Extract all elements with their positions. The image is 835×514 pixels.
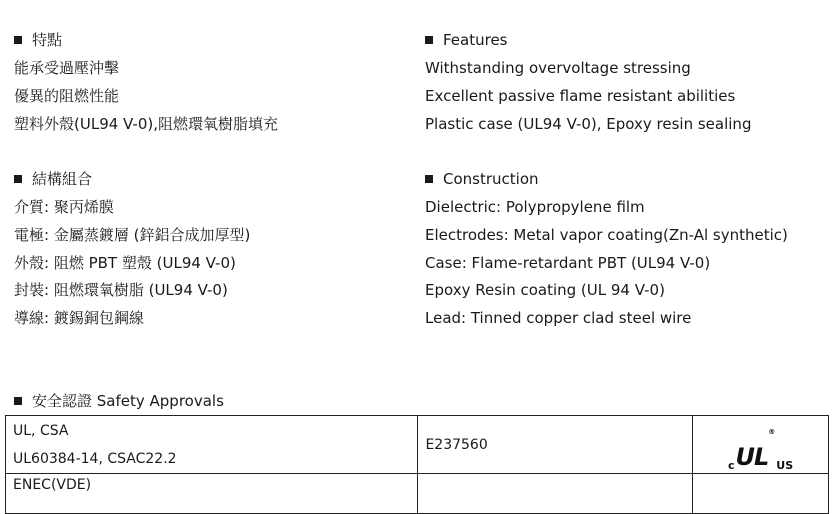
bullet-square-icon [425,175,433,183]
construction-en-item: Electrodes: Metal vapor coating(Zn-Al synthetic) [425,226,788,244]
bullet-square-icon [14,397,22,405]
construction-zh-item: 外殼: 阻燃 PBT 塑殼 (UL94 V-0) [14,254,236,272]
construction-zh-item: 電極: 金屬蒸鍍層 (鋅鋁合成加厚型) [14,226,251,244]
ul-logo-us: US [776,458,794,472]
features-zh-item: 塑料外殼(UL94 V-0),阻燃環氧樹脂填充 [14,115,279,133]
construction-zh-item: 導線: 鍍錫銅包鋼線 [14,309,144,327]
construction-zh-heading: 結構組合 [14,169,92,189]
logo-cell [693,416,829,474]
features-en-item: Plastic case (UL94 V-0), Epoxy resin sealing [425,115,752,133]
standard-name: ENEC(VDE) [13,477,92,493]
safety-approvals-table [5,415,829,514]
logo-cell [693,474,829,514]
file-number-cell [418,474,693,514]
ul-logo-registered: ® [768,427,776,436]
standard-name: UL, CSA [13,422,69,439]
construction-en-item: Dielectric: Polypropylene film [425,198,645,216]
features-zh-item: 優異的阻燃性能 [14,87,120,105]
safety-heading: 安全認證 Safety Approvals [14,391,224,411]
features-zh-item: 能承受過壓沖擊 [14,59,120,77]
ul-logo-c: c [727,458,735,472]
bullet-square-icon [425,36,433,44]
standard-spec: UL60384-14, CSAC22.2 [13,450,177,467]
construction-zh-item: 介質: 聚丙烯膜 [14,198,114,216]
construction-zh-item: 封裝: 阻燃環氧樹脂 (UL94 V-0) [14,281,228,299]
construction-en-heading: Construction [425,169,539,189]
table-row [6,416,829,474]
bullet-square-icon [14,36,22,44]
bullet-square-icon [14,175,22,183]
construction-en-item: Case: Flame-retardant PBT (UL94 V-0) [425,254,711,272]
features-en-heading: Features [425,30,508,50]
features-en-item: Withstanding overvoltage stressing [425,59,691,77]
table-row [6,474,829,514]
file-number-cell: E237560 [418,416,693,474]
ul-logo-mark: UL [735,442,769,471]
construction-en-item: Epoxy Resin coating (UL 94 V-0) [425,281,665,299]
construction-en-item: Lead: Tinned copper clad steel wire [425,309,692,327]
standard-cell [6,474,418,514]
ul-certification-logo [700,418,821,472]
standard-cell [6,416,418,474]
features-en-item: Excellent passive flame resistant abilities [425,87,736,105]
features-zh-heading: 特點 [14,30,62,50]
